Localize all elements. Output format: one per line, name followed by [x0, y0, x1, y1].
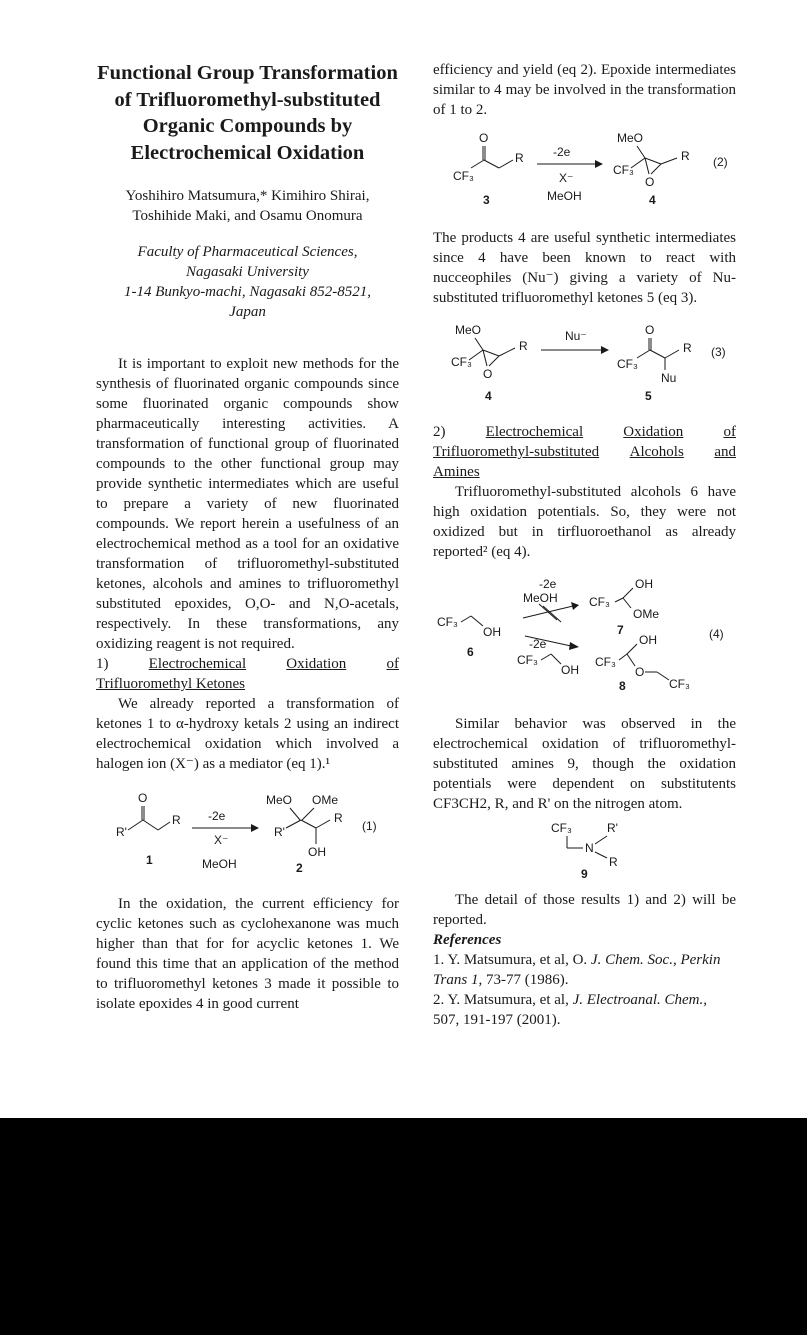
- section2-heading: [433, 422, 736, 442]
- bond: [483, 350, 499, 356]
- section-word: and: [714, 444, 736, 460]
- bond: [484, 160, 499, 168]
- reagent-label: -2e: [529, 637, 547, 651]
- bond: [627, 654, 635, 666]
- bond: [651, 164, 661, 174]
- arrowhead: [571, 602, 579, 610]
- bond: [615, 598, 623, 602]
- bond: [461, 616, 471, 622]
- bond: [623, 588, 633, 598]
- atom-label: CF₃: [613, 163, 634, 177]
- left-column: [96, 60, 399, 1014]
- atom-label: R': [607, 821, 618, 835]
- reagent-label: -2e: [539, 577, 557, 591]
- cross-mark: [539, 604, 557, 620]
- compound-number: 4: [485, 389, 492, 403]
- bond: [301, 820, 316, 828]
- reference-text: 2. Y. Matsumura, et al,: [433, 992, 573, 1008]
- paragraph-amines: Similar behavior was observed in the electrochemical oxidation of trifluoromethyl-substituted amines 9, though the oxidation potentials were dependent on substitutents CF3CH2, R, and R' on the nitrogen atom.: [433, 716, 736, 812]
- bond: [286, 820, 301, 828]
- affiliation-line: Japan: [229, 304, 266, 320]
- compound-number: 2: [296, 861, 303, 875]
- affiliation-line: Nagasaki University: [186, 264, 309, 280]
- bond: [290, 808, 300, 820]
- bond: [645, 158, 649, 174]
- compound-number: 1: [146, 853, 153, 867]
- compound-number: 7: [617, 623, 624, 637]
- atom-label: CF₃: [595, 655, 616, 669]
- section-word: Trifluoromethyl-substituted: [433, 444, 600, 460]
- reference-text: 1. Y. Matsumura, et al, O.: [433, 952, 591, 968]
- bond: [483, 350, 487, 366]
- bond: [302, 808, 314, 820]
- affiliation: [96, 242, 399, 322]
- reaction-scheme-1: [96, 786, 399, 886]
- bond: [623, 598, 631, 608]
- paragraph-eq1: We already reported a transformation of ketones 1 to α-hydroxy ketals 2 using an indirect electrochemical oxidation which involved a halogen ion (X⁻) as a mediator (eq 1).¹: [96, 696, 399, 772]
- atom-label: OH: [308, 845, 326, 859]
- atom-label: CF₃: [517, 653, 538, 667]
- atom-label: CF₃: [437, 615, 458, 629]
- paragraph-eq3: The products 4 are useful synthetic intermediates since 4 have been known to react with nucceophiles (Nu⁻) giving a variety of Nu-substituted trifluoromethyl ketones 5 (eq 3).: [433, 230, 736, 306]
- compound-number: 4: [649, 193, 656, 207]
- reaction-scheme-4: [433, 576, 736, 694]
- compound-number: 6: [467, 645, 474, 659]
- bond: [499, 348, 515, 356]
- affiliation-line: 1-14 Bunkyo-machi, Nagasaki 852-8521,: [123, 284, 372, 300]
- compound-number: 8: [619, 679, 626, 693]
- equation-number: (2): [713, 155, 728, 169]
- bond: [637, 350, 650, 358]
- atom-label: CF₃: [551, 821, 572, 835]
- equation-number: (4): [709, 627, 724, 641]
- atom-label: MeO: [455, 323, 482, 337]
- bond: [475, 338, 483, 350]
- reagent-label: -2e: [208, 809, 226, 823]
- reference-text: 507, 191-197 (2001).: [433, 1012, 561, 1028]
- references-heading: References: [433, 932, 502, 948]
- bond: [143, 820, 158, 830]
- amine-structure: [433, 818, 736, 880]
- reagent-label: X⁻: [214, 833, 229, 847]
- continued-text: efficiency and yield (eq 2). Epoxide intermediates similar to 4 may be involved in the transformation of 1 to 2.: [433, 62, 736, 118]
- atom-label: CF₃: [453, 169, 474, 183]
- reagent-label: MeOH: [523, 591, 558, 605]
- reaction-scheme-2: [433, 128, 736, 210]
- bond: [158, 822, 170, 830]
- scheme-eq1: [96, 786, 399, 886]
- bond: [661, 158, 677, 164]
- scheme-eq2: [433, 128, 736, 210]
- section-number: 1): [96, 656, 109, 672]
- atom-label: R: [515, 151, 524, 165]
- atom-label: OH: [561, 663, 579, 677]
- atom-label: R: [683, 341, 692, 355]
- bond: [637, 146, 645, 158]
- bond: [128, 820, 143, 830]
- reference-item: [433, 950, 736, 990]
- atom-label: OH: [639, 633, 657, 647]
- atom-label: OH: [635, 577, 653, 591]
- bond: [645, 158, 661, 164]
- intro-paragraph: It is important to exploit new methods for the synthesis of fluorinated organic compounds since some fluorinated organic compounds show pharmaceutically interesting activities. A transformation of functional group of fluorinated compounds to the other functional group may provide synthetic intermediates which are useful to prepare a variety of new fluorinated compounds. We report herein a usefulness of an electrochemical method as a tool for an oxidative transformation of trifluoromethyl-substituted ketones, alcohols and amines to trifluoromethyl substituted epoxides, O,O- and N,O-acetals, respectively. In these transformations, any oxidizing reagent is not required.: [96, 356, 399, 652]
- reagent-label: Nu⁻: [565, 329, 587, 343]
- section-word: Oxidation: [623, 424, 684, 440]
- reagent-label: MeOH: [202, 857, 237, 871]
- atom-label: R: [519, 339, 528, 353]
- scheme-eq3: [433, 320, 736, 412]
- cross-mark: [543, 606, 561, 622]
- atom-label: O: [483, 367, 493, 381]
- atom-label: O: [479, 131, 489, 145]
- section1-heading: [96, 654, 399, 674]
- affiliation-line: Faculty of Pharmaceutical Sciences,: [137, 244, 358, 260]
- atom-label: CF₃: [669, 677, 690, 691]
- section2-heading-line2: [433, 442, 736, 462]
- bond: [541, 654, 551, 660]
- scheme-eq4: [433, 576, 736, 694]
- atom-label: N: [585, 841, 594, 855]
- bond: [551, 654, 561, 664]
- equation-number: (3): [711, 345, 726, 359]
- atom-label: R': [116, 825, 127, 839]
- compound-number: 9: [581, 867, 588, 880]
- reaction-scheme-3: [433, 320, 736, 412]
- right-column: [433, 60, 736, 1030]
- atom-label: R: [681, 149, 690, 163]
- atom-label: OMe: [312, 793, 339, 807]
- atom-label: R': [274, 825, 285, 839]
- atom-label: O: [138, 791, 148, 805]
- author-list: [96, 186, 399, 226]
- section-word: of: [723, 424, 736, 440]
- atom-label: R: [609, 855, 618, 869]
- atom-label: R: [172, 813, 181, 827]
- compound-number: 5: [645, 389, 652, 403]
- arrowhead: [601, 346, 609, 354]
- arrowhead: [595, 160, 603, 168]
- bond: [650, 350, 665, 358]
- authors: Yoshihiro Matsumura,* Kimihiro Shirai, Toshihide Maki, and Osamu Onomura: [125, 188, 370, 224]
- paragraph-eq4: Trifluoromethyl-substituted alcohols 6 have high oxidation potentials. So, they were not oxidized but in tirfluoroethanol as already reported² (eq 4).: [433, 484, 736, 560]
- atom-label: O: [645, 323, 655, 337]
- bond: [657, 672, 669, 680]
- bond: [499, 160, 513, 168]
- paragraph-eq2: In the oxidation, the current efficiency for cyclic ketones such as cyclohexanone was much higher than that for for acyclic ketones 1. We found this time that an application of the method to trifluoromethyl ketones 3 made it possible to isolate epoxides 4 in good current: [96, 896, 399, 1012]
- arrowhead: [569, 642, 579, 650]
- equation-number: (1): [362, 819, 377, 833]
- bond: [595, 836, 607, 844]
- reference-journal: J. Chem. Soc., Perkin Trans 1,: [433, 952, 721, 988]
- bond: [665, 350, 679, 358]
- reference-journal: J. Electroanal. Chem.,: [572, 992, 707, 1008]
- section1-heading-line2: Trifluoromethyl Ketones: [96, 676, 246, 692]
- paper-title: Functional Group Transformation of Trifluoromethyl-substituted Organic Compounds by Electrochemical Oxidation: [97, 62, 398, 164]
- section-number: 2): [433, 424, 446, 440]
- reference-text: 73-77 (1986).: [482, 972, 569, 988]
- atom-label: OH: [483, 625, 501, 639]
- bond: [595, 852, 607, 858]
- section-word: Electrochemical: [485, 424, 584, 440]
- paragraph-eq2-continued: [433, 60, 736, 120]
- section-word: Alcohols: [629, 444, 684, 460]
- section-word: Electrochemical: [148, 656, 247, 672]
- reference-item: [433, 990, 736, 1030]
- atom-label: MeO: [617, 131, 644, 145]
- bond: [471, 160, 484, 168]
- bond: [316, 820, 330, 828]
- structure-9: [433, 818, 736, 880]
- atom-label: MeO: [266, 793, 293, 807]
- atom-label: O: [635, 665, 645, 679]
- arrowhead: [251, 824, 259, 832]
- atom-label: Nu: [661, 371, 677, 385]
- reagent-label: MeOH: [547, 189, 582, 203]
- atom-label: CF₃: [589, 595, 610, 609]
- bond: [471, 616, 483, 626]
- bond: [489, 356, 499, 366]
- reagent-label: -2e: [553, 145, 571, 159]
- atom-label: CF₃: [617, 357, 638, 371]
- section-word: Oxidation: [286, 656, 347, 672]
- compound-number: 3: [483, 193, 490, 207]
- atom-label: O: [645, 175, 655, 189]
- reagent-label: X⁻: [559, 171, 574, 185]
- bond: [619, 654, 627, 660]
- section-word: of: [386, 656, 399, 672]
- bond: [627, 644, 637, 654]
- atom-label: OMe: [633, 607, 660, 621]
- section2-heading-line3: Amines: [433, 464, 480, 480]
- atom-label: CF₃: [451, 355, 472, 369]
- paragraph-conclusion: The detail of those results 1) and 2) will be reported.: [433, 892, 736, 928]
- atom-label: R: [334, 811, 343, 825]
